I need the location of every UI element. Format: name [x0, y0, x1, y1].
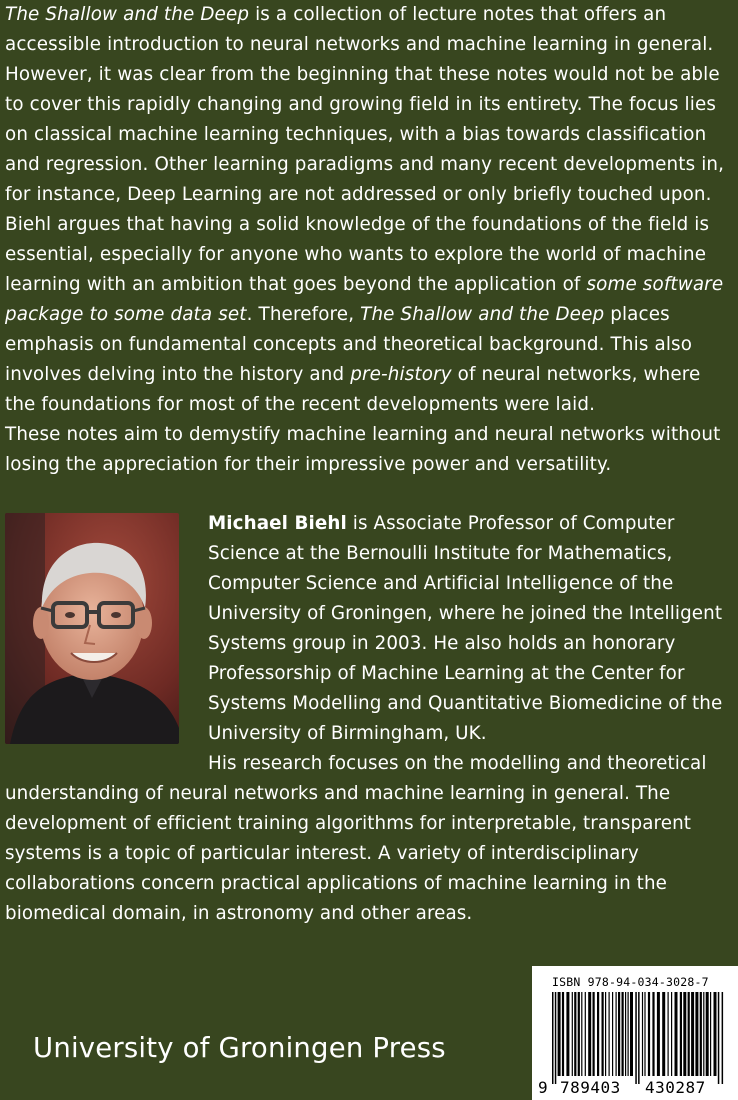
- barcode-bar: [625, 992, 626, 1076]
- barcode-bar: [662, 992, 665, 1076]
- barcode-bar: [675, 992, 678, 1076]
- barcode-bar: [628, 992, 629, 1076]
- barcode-bar: [671, 992, 672, 1076]
- barcode-digit-lead: 9: [538, 1078, 549, 1097]
- barcode-bar: [706, 992, 709, 1076]
- barcode-bar: [602, 992, 604, 1076]
- barcode-bar: [572, 992, 573, 1076]
- barcode-bar: [700, 992, 702, 1076]
- blurb-paragraph-3: These notes aim to demystify machine learning and neural networks without losing the appreciation for their impressive power and versatility.: [5, 424, 721, 475]
- author-bio-intro: [208, 509, 733, 749]
- barcode-bar: [585, 992, 586, 1076]
- author-photo: [5, 513, 179, 744]
- barcode-bar: [574, 992, 576, 1076]
- barcode-bar: [593, 992, 595, 1076]
- barcode-bar: [642, 992, 643, 1076]
- barcode-bar: [648, 992, 650, 1076]
- blurb-paragraph-1: The Shallow and the Deep is a collection of lecture notes that offers an accessible introduction to neural networks and machine learning in general. However, it was clear from the beginning that these notes would not be able to cover this rapidly changing and growing field in its entirety. The focus lies on classical machine learning techniques, with a bias towards classification and regression. Other learning paradigms and many recent developments in, for instance, Deep Learning are not addressed or only briefly touched upon.: [5, 4, 725, 205]
- barcode-bar: [618, 992, 620, 1076]
- book-title: The Shallow and the Deep: [5, 4, 250, 25]
- barcode-bar: [657, 992, 660, 1076]
- barcode-bar: [552, 992, 554, 1084]
- isbn-barcode: [532, 966, 738, 1100]
- barcode-bar: [558, 992, 561, 1076]
- back-cover-blurb: [5, 0, 735, 480]
- barcode-bar: [612, 992, 613, 1076]
- barcode-bar: [605, 992, 606, 1076]
- barcode-digits-right: 430287: [645, 1078, 706, 1097]
- barcode-bar: [688, 992, 690, 1076]
- barcode-bar: [630, 992, 633, 1076]
- barcode-bar: [616, 992, 617, 1076]
- barcode-bar: [722, 992, 724, 1084]
- barcode-bar: [695, 992, 698, 1076]
- barcode-bar: [635, 992, 637, 1084]
- barcode-bar: [710, 992, 711, 1076]
- barcode-bar: [644, 992, 645, 1076]
- barcode-bar: [668, 992, 669, 1076]
- publisher-name: University of Groningen Press: [33, 1032, 446, 1064]
- barcode-bar: [638, 992, 640, 1084]
- barcode-bar: [609, 992, 610, 1076]
- barcode-bar: [683, 992, 686, 1076]
- barcode-bar: [680, 992, 682, 1076]
- barcode-bar: [562, 992, 564, 1076]
- isbn-label: ISBN 978-94-034-3028-7: [552, 975, 709, 989]
- barcode-bar: [578, 992, 580, 1076]
- author-research: His research focuses on the modelling and theoretical understanding of neural networks and machine learning in general. The development of efficient training algorithms for interpretable, transparent systems is a topic of particular interest. A variety of interdisciplinary collaborations concern practical applications of machine learning in the biomedical domain, in astronomy and other areas.: [5, 753, 707, 924]
- barcode-bar: [555, 992, 557, 1084]
- barcode-bar: [597, 992, 599, 1076]
- blurb-paragraph-2: Biehl argues that having a solid knowledge of the foundations of the field is essential, especially for anyone who wants to explore the world of machine learning with an ambition that goes beyond the application of some software package to some data set. Therefore, The Shallow and the Deep places emphasis on fundamental concepts and theoretical background. This also involves delving into the history and pre-history of neural networks, where the foundations for most of the recent developments were laid.: [5, 214, 724, 415]
- barcode-bar: [622, 992, 624, 1076]
- barcode-bar: [566, 992, 569, 1076]
- barcode-bar: [588, 992, 591, 1076]
- barcode-bar: [714, 992, 717, 1076]
- barcode-bar: [581, 992, 582, 1076]
- barcode-bar: [652, 992, 654, 1076]
- barcode-bar: [691, 992, 694, 1076]
- barcode-bar: [718, 992, 720, 1084]
- barcode-digits-left: 789403: [560, 1078, 621, 1097]
- author-bio-text: is Associate Professor of Computer Science at the Bernoulli Institute for Mathematics, Computer Science and Artificial Intelligence of the University of Groningen, where he joined the Intelligent Systems group in 2003. He also holds an honorary Professorship of Machine Learning at the Center for Systems Modelling and Quantitative Biomedicine of the University of Birmingham, UK.: [208, 513, 723, 744]
- barcode-bar: [703, 992, 704, 1076]
- author-name: Michael Biehl: [208, 513, 347, 534]
